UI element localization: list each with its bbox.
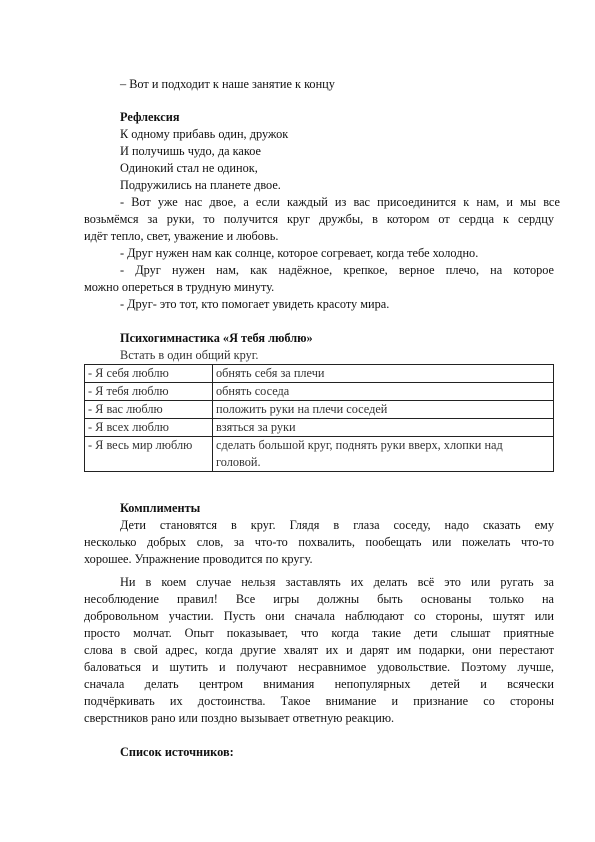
table-cell-action: положить руки на плечи соседей xyxy=(213,401,554,419)
table-cell-phrase: - Я всех люблю xyxy=(85,419,213,437)
table-row xyxy=(85,437,554,472)
paragraph-line: можно опереться в трудную минуту. xyxy=(84,280,275,294)
paragraph-line: - Друг- это тот, кто помогает увидеть красоту мира. xyxy=(120,297,390,311)
table-row xyxy=(85,419,554,437)
poem-line: Одинокий стал не одинок, xyxy=(120,161,258,175)
paragraph-line: просто молчат. Опыт показывает, что когда такие дети слышат приятные xyxy=(84,626,554,640)
table-cell-phrase: - Я весь мир люблю xyxy=(85,437,213,472)
compliments-heading: Комплименты xyxy=(120,501,201,515)
paragraph-line: возьмёмся за руки, то получится круг дружбы, в котором от сердца к сердцу xyxy=(84,212,554,226)
reflection-heading: Рефлексия xyxy=(120,110,180,124)
intro-text: – Вот и подходит к наше занятие к концу xyxy=(120,77,335,91)
table-row xyxy=(85,383,554,401)
poem-line: Подружились на планете двое. xyxy=(120,178,281,192)
poem-line: И получишь чудо, да какое xyxy=(120,144,261,158)
paragraph-line: идёт тепло, свет, уважение и любовь. xyxy=(84,229,279,243)
paragraph-line: несколько добрых слов, за что-то похвалить, пообещать или пожелать что-то xyxy=(84,535,554,549)
paragraph-line: баловаться и шутить и получают несравнимое удовольствие. Поэтому лучше, xyxy=(84,660,554,674)
table-cell-action: обнять себя за плечи xyxy=(213,365,554,383)
exercise-table xyxy=(84,364,554,472)
sources-heading: Список источников: xyxy=(120,745,234,759)
table-row xyxy=(85,401,554,419)
paragraph-line: добровольном участии. Пусть они сначала наблюдают со стороны, шутят или xyxy=(84,609,554,623)
paragraph-line: - Вот уже нас двое, а если каждый из вас присоединится к нам, и мы все xyxy=(120,195,560,209)
paragraph-line: слова в свой адрес, когда другие хвалят их и дарят им подарки, они перестают xyxy=(84,643,554,657)
table-cell-action: взяться за руки xyxy=(213,419,554,437)
paragraph-line: сначала делать центром внимания непопулярных детей и всячески xyxy=(84,677,554,691)
paragraph-line: Ни в коем случае нельзя заставлять их делать всё это или ругать за xyxy=(120,575,554,589)
table-cell-action: сделать большой круг, поднять руки вверх, хлопки над головой. xyxy=(213,437,554,472)
psycho-instruction: Встать в один общий круг. xyxy=(120,348,259,362)
paragraph-line: Дети становятся в круг. Глядя в глаза соседу, надо сказать ему xyxy=(120,518,554,532)
paragraph-line: подчёркивать их достоинства. Такое внимание и признание со стороны xyxy=(84,694,554,708)
table-cell-phrase: - Я вас люблю xyxy=(85,401,213,419)
psycho-heading: Психогимнастика «Я тебя люблю» xyxy=(120,331,313,345)
table-cell-phrase: - Я тебя люблю xyxy=(85,383,213,401)
paragraph-line: хорошее. Упражнение проводится по кругу. xyxy=(84,552,313,566)
table-cell-phrase: - Я себя люблю xyxy=(85,365,213,383)
paragraph-line: - Друг нужен нам как солнце, которое согревает, когда тебе холодно. xyxy=(120,246,479,260)
paragraph-line: несоблюдение правил! Все игры должны быть основаны только на xyxy=(84,592,554,606)
table-row xyxy=(85,365,554,383)
paragraph-line: - Друг нужен нам, как надёжное, крепкое, верное плечо, на которое xyxy=(120,263,554,277)
table-cell-action: обнять соседа xyxy=(213,383,554,401)
poem-line: К одному прибавь один, дружок xyxy=(120,127,289,141)
paragraph-line: сверстников рано или поздно вызывает ответную реакцию. xyxy=(84,711,395,725)
